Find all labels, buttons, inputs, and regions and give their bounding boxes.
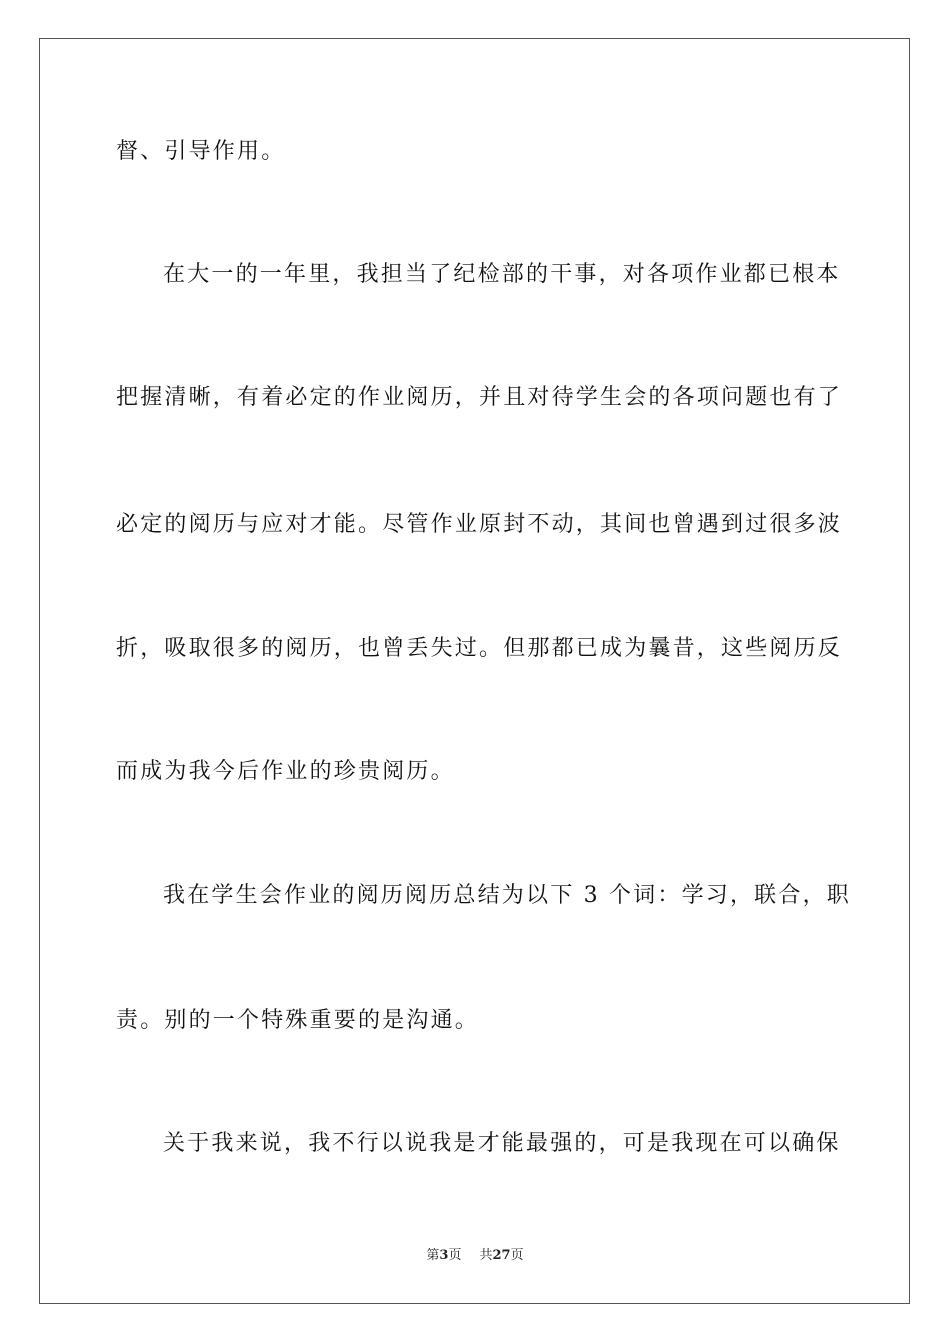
footer-total-suffix: 页 bbox=[510, 1248, 524, 1263]
text-line: 而成为我今后作业的珍贵阅历。 bbox=[116, 759, 455, 784]
paragraph-start-line: 关于我来说，我不行以说我是才能最强的，可是我现在可以确保 bbox=[163, 1131, 841, 1156]
current-page-number: 3 bbox=[439, 1248, 449, 1263]
text-line: 把握清晰，有着必定的作业阅历，并且对待学生会的各项问题也有了 bbox=[116, 385, 843, 410]
total-pages-number: 27 bbox=[492, 1248, 511, 1263]
paragraph-start-line: 在大一的一年里，我担当了纪检部的干事，对各项作业都已根本 bbox=[163, 262, 841, 287]
paragraph-start-line: 我在学生会作业的阅历阅历总结为以下 3 个词：学习，联合，职 bbox=[163, 883, 851, 908]
page-footer bbox=[0, 1247, 950, 1265]
text-line: 督、引导作用。 bbox=[116, 139, 286, 164]
page-border bbox=[39, 38, 910, 1304]
footer-prefix: 第 bbox=[426, 1248, 440, 1263]
footer-page-suffix: 页 bbox=[448, 1248, 462, 1263]
text-line: 折，吸取很多的阅历，也曾丢失过。但那都已成为曩昔，这些阅历反 bbox=[116, 636, 843, 661]
footer-total-prefix: 共 bbox=[479, 1248, 493, 1263]
text-line: 责。别的一个特殊重要的是沟通。 bbox=[116, 1008, 480, 1033]
text-line: 必定的阅历与应对才能。尽管作业原封不动，其间也曾遇到过很多波 bbox=[116, 512, 843, 537]
